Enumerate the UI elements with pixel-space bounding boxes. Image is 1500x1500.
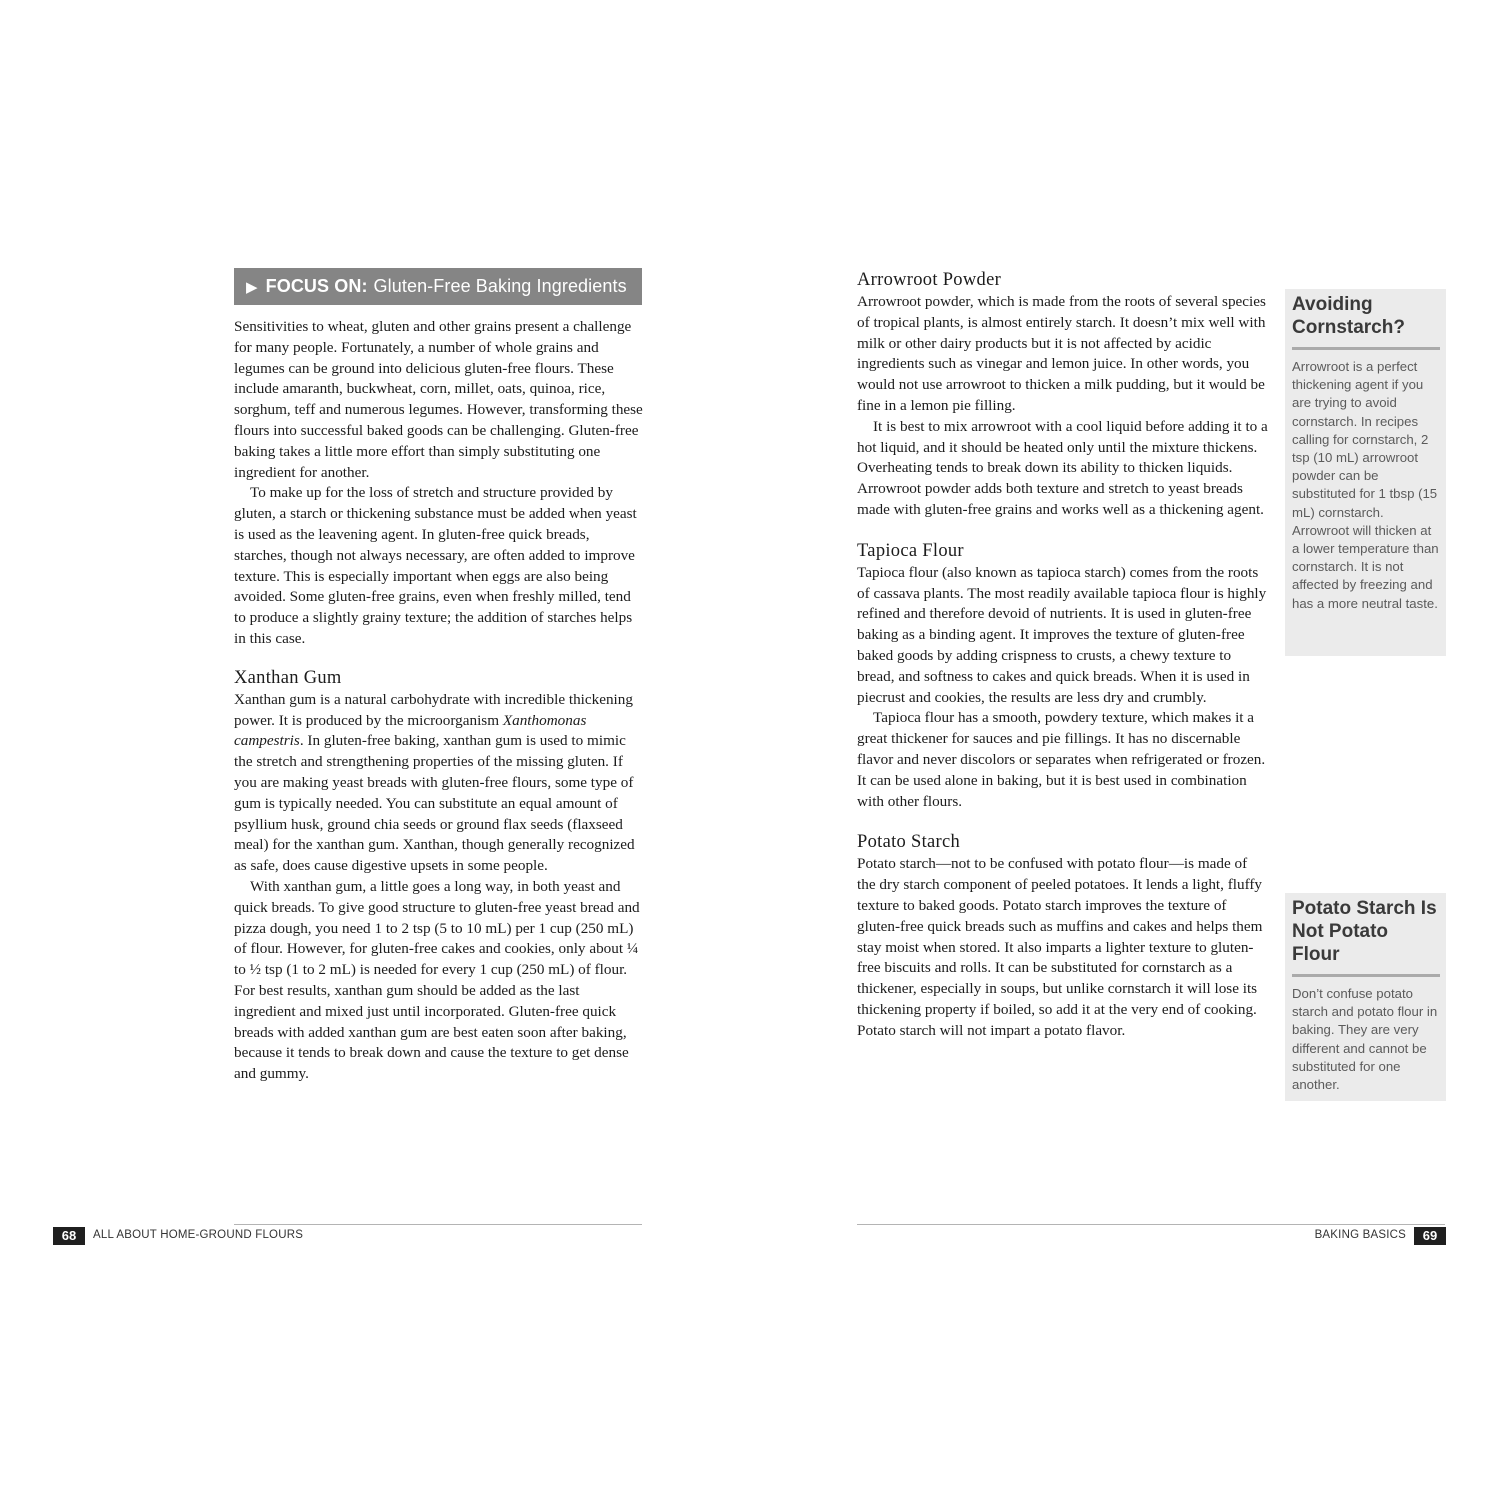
xanthan-text xyxy=(234,690,644,1085)
footer-rule-right xyxy=(857,1224,1445,1225)
intro-paragraph-1: Sensitivities to wheat, gluten and other grains present a challenge for many people. Fortunately, a number of whole grains and legumes can be ground into delicious gluten-free flours. These include amaranth, buckwheat, corn, millet, oats, quinoa, rice, sorghum, teff and numerous legumes. However, transforming these flours into successful baked goods can be challenging. Gluten-free baking takes a little more effort than simply substituting one ingredient for another. xyxy=(234,318,643,481)
play-arrow-icon: ▶ xyxy=(246,278,258,296)
fraction-half: ½ xyxy=(249,961,262,979)
running-head-right: BAKING BASICS xyxy=(1314,1229,1406,1241)
arrowroot-text xyxy=(857,292,1269,521)
section-heading-arrowroot: Arrowroot Powder xyxy=(857,270,1002,290)
species-name: Xanthomonas campestris xyxy=(234,711,587,750)
xanthan-paragraph-1: Xanthan gum is a natural carbohydrate with incredible thickening power. It is produced by the microorganism Xanthomonas campestris. In gluten-free baking, xanthan gum is used to mimic the stretch and strengthening properties of the missing gluten. If you are making yeast breads with gluten-free flours, some type of gum is typically needed. You can substitute an equal amount of psyllium husk, ground chia seeds or ground flax seeds (flaxseed meal) for the xanthan gum. Xanthan, though generally recognized as safe, does cause digestive upsets in some people. xyxy=(234,690,635,875)
potato-text xyxy=(857,854,1269,1041)
sidebar-text: Arrowroot is a perfect thickening agent if you are trying to avoid cornstarch. In recipes calling for cornstarch, 2 tsp (10 mL) arrowroot powder can be substituted for 1 tbsp (15 mL) cornstarch. Arrowroot will thicken at a lower temperature than cornstarch. It is not affected by freezing and has a more neutral taste. xyxy=(1292,359,1439,611)
tapioca-text xyxy=(857,563,1269,813)
running-head-left: ALL ABOUT HOME-GROUND FLOURS xyxy=(93,1229,304,1241)
section-heading-tapioca: Tapioca Flour xyxy=(857,540,964,561)
sidebar-title: Avoiding Cornstarch? xyxy=(1292,293,1440,350)
potato-paragraph-1: Potato starch—not to be confused with potato flour—is made of the dry starch component of peeled potatoes. It lends a light, fluffy texture to baked goods. Potato starch improves the texture of gluten-free quick breads such as muffins and cakes and helps them stay moist when stored. It also imparts a lighter texture to gluten-free biscuits and rolls. It can be substituted for cornstarch as a thickener, especially in soups, but unlike cornstarch it will lose its thickening property if boiled, so add it at the very end of cooking. Potato starch will not impart a potato flavor. xyxy=(857,855,1263,1039)
fraction-quarter: ¼ xyxy=(626,940,639,958)
focus-on-banner xyxy=(234,268,642,305)
sidebar-title: Potato Starch Is Not Potato Flour xyxy=(1292,897,1440,977)
right-page-column xyxy=(857,268,1269,1042)
left-page-column xyxy=(234,268,644,1085)
focus-on-label: FOCUS ON: xyxy=(265,276,368,296)
sidebar-potato-starch-not-flour xyxy=(1285,893,1446,1101)
intro-paragraph-2: To make up for the loss of stretch and structure provided by gluten, a starch or thickening substance must be added when yeast is used as the leavening agent. In gluten-free quick breads, starches, though not always necessary, are often added to improve texture. This is especially important when eggs are also being avoided. Some gluten-free grains, even when freshly milled, tend to produce a slightly grainy texture; the addition of starches helps in this case. xyxy=(234,484,637,647)
focus-on-title: Gluten-Free Baking Ingredients xyxy=(373,276,627,296)
arrowroot-paragraph-2: It is best to mix arrowroot with a cool liquid before adding it to a hot liquid, and it should be heated only until the mixture thickens. Overheating tends to break down its ability to thicken liquids. Arrowroot powder adds both texture and stretch to yeast breads made with gluten-free grains and works well as a thickening agent. xyxy=(857,417,1268,518)
xanthan-paragraph-2: With xanthan gum, a little goes a long way, in both yeast and quick breads. To give good structure to gluten-free yeast bread and pizza dough, you need 1 to 2 tsp (5 to 10 mL) per 1 cup (250 mL) of flour. However, for gluten-free cakes and cookies, only about ¼ to ½ tsp (1 to 2 mL) is needed for every 1 cup (250 mL) of flour. For best results, xanthan gum should be added as the last ingredient and mixed just until incorporated. Gluten-free quick breads with added xanthan gum are best eaten soon after baking, because it tends to break down and cause the texture to get dense and gummy. xyxy=(234,877,640,1083)
section-heading-xanthan-gum: Xanthan Gum xyxy=(234,667,342,688)
intro-text xyxy=(234,317,644,650)
page-number-right: 69 xyxy=(1414,1227,1446,1245)
footer-rule-left xyxy=(234,1224,642,1225)
sidebar-text: Don’t confuse potato starch and potato flour in baking. They are very different and cannot be substituted for one another. xyxy=(1292,986,1438,1093)
section-heading-potato-starch: Potato Starch xyxy=(857,832,961,853)
arrowroot-paragraph-1: Arrowroot powder, which is made from the roots of several species of tropical plants, is almost entirely starch. It doesn’t mix well with milk or other dairy products but it is not affected by acidic ingredients such as vinegar and lemon juice. In other words, you would not use arrowroot to thicken a milk pudding, but it would be fine in a lemon pie filling. xyxy=(857,293,1266,414)
page-number-left: 68 xyxy=(53,1227,85,1245)
sidebar-avoiding-cornstarch xyxy=(1285,289,1446,656)
tapioca-paragraph-2: Tapioca flour has a smooth, powdery texture, which makes it a great thickener for sauces and pie fillings. It has no discernable flavor and never discolors or separates when refrigerated or frozen. It can be used alone in baking, but it is best used in combination with other flours. xyxy=(857,709,1266,810)
tapioca-paragraph-1: Tapioca flour (also known as tapioca starch) comes from the roots of cassava plants. The most readily available tapioca flour is highly refined and therefore devoid of nutrients. It is used in gluten-free baking as a binding agent. It improves the texture of gluten-free baked goods by adding crispness to crusts, a chewy texture to bread, and softness to cakes and quick breads. When it is used in piecrust and cookies, the results are less dry and crumbly. xyxy=(857,563,1267,706)
